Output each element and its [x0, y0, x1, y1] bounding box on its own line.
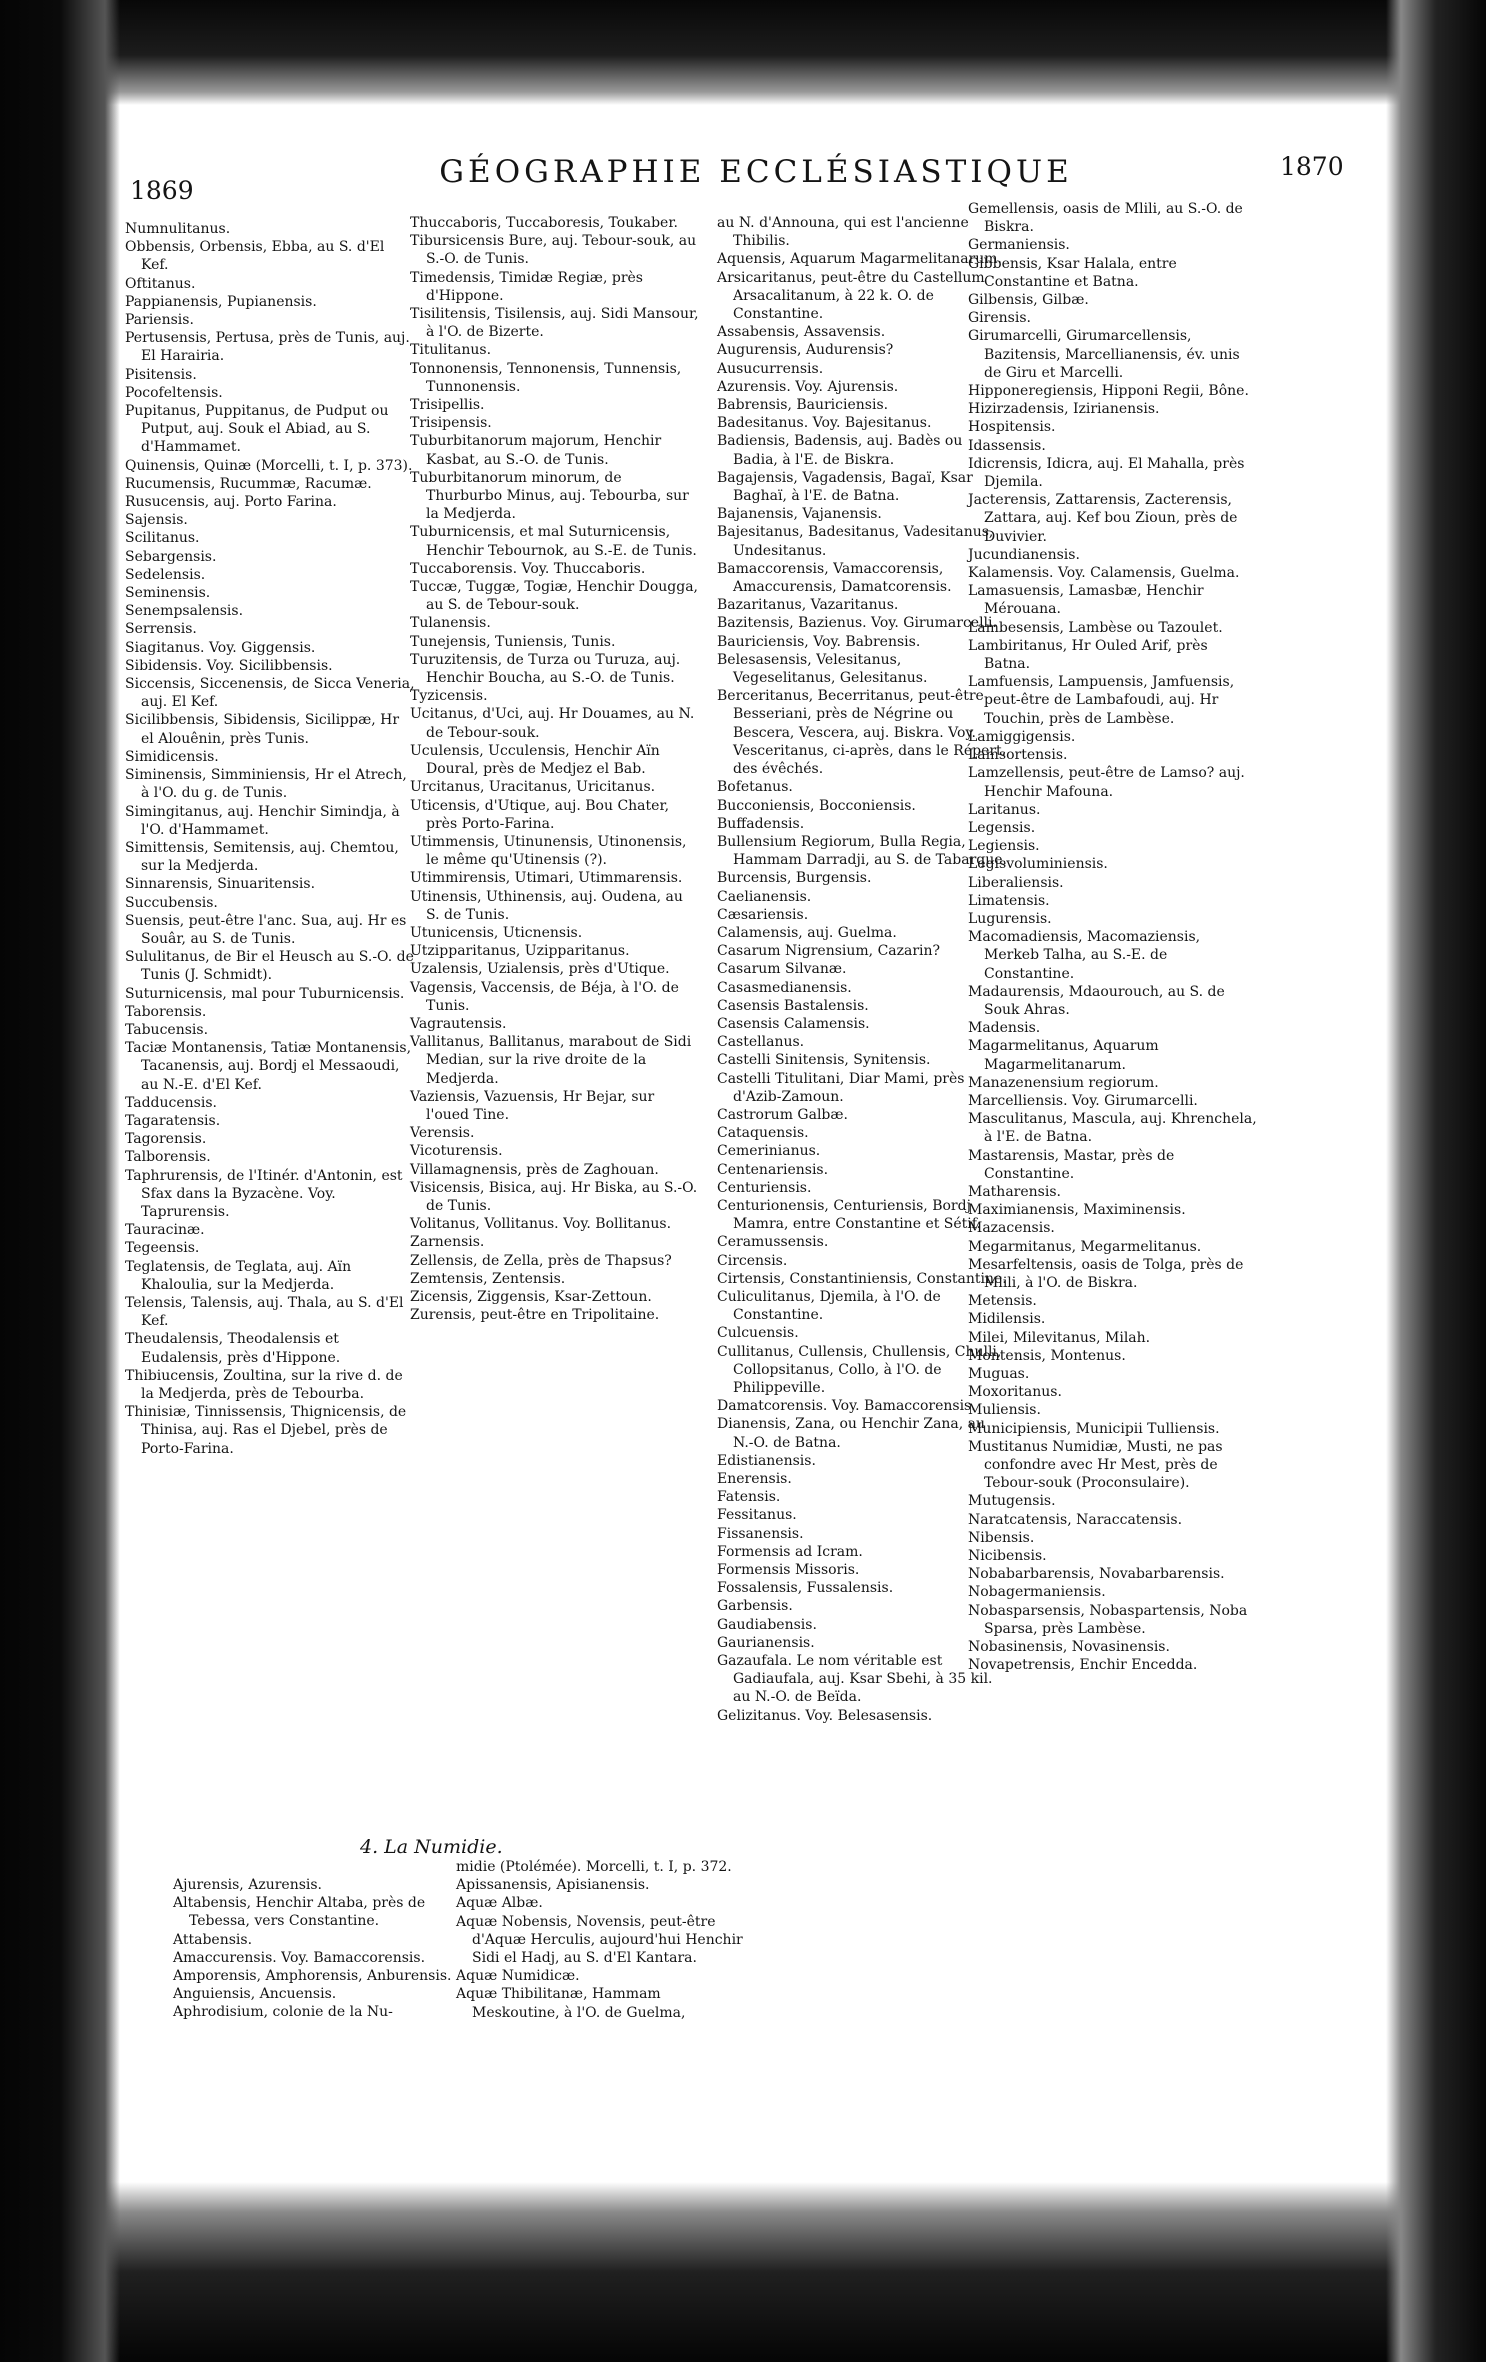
- entry: Aquæ Thibilitanæ, Hammam Meskoutine, à l'O. de Guelma,: [456, 1986, 686, 2021]
- entry: Jucundianensis.: [968, 546, 1080, 563]
- entry: Tabucensis.: [125, 1021, 209, 1038]
- entry: Calamensis, auj. Guelma.: [717, 924, 897, 941]
- column-2: [410, 214, 700, 1324]
- page-number-left: 1869: [130, 176, 194, 205]
- entry: Tuccæ, Tuggæ, Togiæ, Henchir Dougga, au S. de Tebour-souk.: [410, 579, 698, 614]
- entry: Utimmensis, Utinunensis, Utinonensis, le même qu'Utinensis (?).: [410, 833, 687, 869]
- scan-border-top: [0, 0, 1486, 105]
- entry: Edistianensis.: [717, 1452, 816, 1469]
- entry: Lugurensis.: [968, 910, 1052, 927]
- entry: Sicilibbensis, Sibidensis, Sicilippæ, Hr el Alouênin, près Tunis.: [125, 712, 400, 747]
- numidie-column-1: [173, 1876, 473, 2022]
- entry: Taborensis.: [125, 1003, 207, 1020]
- entry: Urcitanus, Uracitanus, Uricitanus.: [410, 779, 656, 796]
- entry: Utimmirensis, Utimari, Utimmarensis.: [410, 870, 683, 887]
- entry: Tuburbitanorum minorum, de Thurburbo Minus, auj. Tebourba, sur la Medjerda.: [410, 469, 689, 523]
- entry: Senempsalensis.: [125, 603, 244, 620]
- entry: Cullitanus, Cullensis, Chullensis, Chulli, Collopsitanus, Collo, à l'O. de Philippeville.: [717, 1343, 1002, 1396]
- entry: Aquæ Albæ.: [456, 1895, 543, 1912]
- entry: Tibursicensis Bure, auj. Tebour-souk, au S.-O. de Tunis.: [410, 233, 697, 268]
- entry: Thibiucensis, Zoultina, sur la rive d. de la Medjerda, près de Tebourba.: [125, 1367, 403, 1402]
- entry: Villamagnensis, près de Zaghouan.: [410, 1161, 659, 1178]
- entry: Aphrodisium, colonie de la Nu-: [173, 2004, 393, 2021]
- entry: Casasmedianensis.: [717, 979, 852, 996]
- entry: Sibidensis. Voy. Sicilibbensis.: [125, 657, 333, 674]
- entry: Tadducensis.: [125, 1094, 217, 1111]
- entry: Magarmelitanus, Aquarum Magarmelitanarum.: [968, 1038, 1159, 1073]
- entry: Centenariensis.: [717, 1161, 829, 1178]
- entry: Pertusensis, Pertusa, près de Tunis, auj. El Harairia.: [125, 330, 410, 365]
- entry: Buffadensis.: [717, 815, 805, 832]
- entry: Gazaufala. Le nom véritable est Gadiaufala, auj. Ksar Sbehi, à 35 kil. au N.-O. de Beïda.: [717, 1653, 993, 1706]
- entry: Fossalensis, Fussalensis.: [717, 1580, 894, 1597]
- entry: Bajesitanus, Badesitanus, Vadesitanus, Undesitanus.: [717, 524, 994, 559]
- entry: Municipiensis, Municipii Tulliensis.: [968, 1420, 1220, 1437]
- entry: Tisilitensis, Tisilensis, auj. Sidi Mansour, à l'O. de Bizerte.: [410, 306, 699, 341]
- entry: Vagensis, Vaccensis, de Béja, à l'O. de Tunis.: [410, 979, 679, 1014]
- entry: Mutugensis.: [968, 1493, 1056, 1510]
- entry: Novapetrensis, Enchir Encedda.: [968, 1657, 1198, 1674]
- entry: Siminensis, Simminiensis, Hr el Atrech, à l'O. du g. de Tunis.: [125, 767, 407, 802]
- entry: Moxoritanus.: [968, 1384, 1062, 1401]
- column-1: [125, 220, 415, 1458]
- entry: Garbensis.: [717, 1598, 793, 1615]
- entry: Trisipensis.: [410, 415, 492, 432]
- entry: Tauracinæ.: [125, 1222, 205, 1239]
- entry: Nobasparsensis, Nobaspartensis, Noba Sparsa, près Lambèse.: [968, 1602, 1248, 1637]
- entry: Aquæ Nobensis, Novensis, peut-être d'Aquæ Herculis, aujourd'hui Henchir Sidi el Hadj, au S. d'El Kantara.: [456, 1913, 743, 1967]
- entry: Numnulitanus.: [125, 221, 231, 237]
- entry: Liberaliensis.: [968, 874, 1064, 891]
- entry: Uzalensis, Uzialensis, près d'Utique.: [410, 961, 670, 978]
- entry: Megarmitanus, Megarmelitanus.: [968, 1238, 1202, 1255]
- entry: Augurensis, Audurensis?: [717, 342, 894, 359]
- entry: Montensis, Montenus.: [968, 1347, 1126, 1364]
- entry: Bazaritanus, Vazaritanus.: [717, 597, 899, 614]
- section-heading: 4. La Numidie.: [360, 1836, 503, 1858]
- entry: Masculitanus, Mascula, auj. Khrenchela, à l'E. de Batna.: [968, 1111, 1257, 1146]
- entry: Nobagermaniensis.: [968, 1584, 1106, 1601]
- entry: Castelli Sinitensis, Synitensis.: [717, 1052, 931, 1069]
- entry: Assabensis, Assavensis.: [717, 324, 886, 341]
- entry: Teglatensis, de Teglata, auj. Aïn Khaloulia, sur la Medjerda.: [125, 1258, 352, 1293]
- entry: Germaniensis.: [968, 237, 1070, 254]
- entry: Casarum Nigrensium, Cazarin?: [717, 943, 941, 960]
- entry: Gilbensis, Gilbæ.: [968, 292, 1089, 309]
- entry: Nobabarbarensis, Novabarbarensis.: [968, 1566, 1225, 1583]
- entry: Limatensis.: [968, 892, 1050, 909]
- entry: Volitanus, Vollitanus. Voy. Bollitanus.: [410, 1216, 672, 1233]
- entry: Uticensis, d'Utique, auj. Bou Chater, près Porto-Farina.: [410, 797, 670, 832]
- entry: Simittensis, Semitensis, auj. Chemtou, sur la Medjerda.: [125, 839, 399, 875]
- entry: Naratcatensis, Naraccatensis.: [968, 1511, 1183, 1528]
- entry: Macomadiensis, Macomaziensis, Merkeb Talha, au S.-E. de Constantine.: [968, 929, 1201, 982]
- entry: Tuburbitanorum majorum, Henchir Kasbat, au S.-O. de Tunis.: [410, 433, 662, 468]
- entry: Lamsortensis.: [968, 747, 1068, 764]
- entry: Sinnarensis, Sinuaritensis.: [125, 876, 316, 893]
- entry: Siccensis, Siccenensis, de Sicca Veneria, auj. El Kef.: [125, 676, 415, 711]
- entry: Castellanus.: [717, 1034, 805, 1051]
- entry: Legiensis.: [968, 838, 1040, 855]
- entry: Muguas.: [968, 1366, 1030, 1382]
- entry: Gaurianensis.: [717, 1634, 815, 1651]
- entry: Lamzellensis, peut-être de Lamso? auj. Henchir Mafouna.: [968, 765, 1245, 800]
- entry: Scilitanus.: [125, 530, 200, 547]
- entry: Taphrurensis, de l'Itinér. d'Antonin, est Sfax dans la Byzacène. Voy. Taprurensis.: [125, 1167, 403, 1220]
- entry: Castrorum Galbæ.: [717, 1106, 849, 1123]
- entry: Vallitanus, Ballitanus, marabout de Sidi Median, sur la rive droite de la Medjerda.: [410, 1034, 692, 1087]
- entry: Pupitanus, Puppitanus, de Pudput ou Putput, auj. Souk el Abiad, au S. d'Hammamet.: [125, 403, 389, 456]
- entry: Casensis Calamensis.: [717, 1015, 870, 1032]
- entry: Tonnonensis, Tennonensis, Tunnensis, Tunnonensis.: [410, 360, 682, 395]
- entry: Nobasinensis, Novasinensis.: [968, 1639, 1170, 1656]
- entry: Badiensis, Badensis, auj. Badès ou Badia, à l'E. de Biskra.: [717, 433, 963, 468]
- entry: Apissanensis, Apisianensis.: [456, 1877, 650, 1894]
- entry: Legisvoluminiensis.: [968, 856, 1108, 873]
- entry: Bullensium Regiorum, Bulla Regia, Hammam Darradji, au S. de Tabarque.: [717, 833, 1007, 869]
- entry: Centurionensis, Centuriensis, Bordj Mamra, entre Constantine et Sétif.: [717, 1197, 981, 1233]
- entry: Zurensis, peut-être en Tripolitaine.: [410, 1307, 660, 1324]
- entry: Quinensis, Quinæ (Morcelli, t. I, p. 373).: [125, 457, 413, 474]
- entry: Fessitanus.: [717, 1507, 797, 1524]
- entry: Legensis.: [968, 819, 1036, 836]
- entry: Midilensis.: [968, 1311, 1046, 1328]
- entry: Maximianensis, Maximinensis.: [968, 1202, 1186, 1219]
- entry: Uculensis, Ucculensis, Henchir Aïn Doural, près de Medjez el Bab.: [410, 742, 660, 778]
- entry: Gemellensis, oasis de Mlili, au S.-O. de Biskra.: [968, 201, 1243, 236]
- entry: Lamasuensis, Lamasbæ, Henchir Mérouana.: [968, 583, 1204, 618]
- entry: Trisipellis.: [410, 397, 485, 414]
- entry: Bofetanus.: [717, 779, 793, 796]
- entry: Culiculitanus, Djemila, à l'O. de Constantine.: [717, 1288, 941, 1324]
- entry: Berceritanus, Becerritanus, peut-être Besseriani, près de Négrine ou Bescera, Vescera, auj. Biskra. Voy. Vesceritanus, ci-après, dans le Répert. des évêchés.: [717, 688, 1007, 778]
- entry: Tyzicensis.: [410, 688, 488, 705]
- entry: Vaziensis, Vazuensis, Hr Bejar, sur l'oued Tine.: [410, 1088, 655, 1123]
- entry: Bagajensis, Vagadensis, Bagaï, Ksar Baghaï, à l'E. de Batna.: [717, 469, 973, 505]
- entry: Zellensis, de Zella, près de Thapsus?: [410, 1252, 672, 1269]
- entry: Obbensis, Orbensis, Ebba, au S. d'El Kef.: [125, 239, 385, 274]
- entry: Circensis.: [717, 1252, 788, 1269]
- entry: Lamiggigensis.: [968, 728, 1076, 745]
- entry: Marcelliensis. Voy. Girumarcelli.: [968, 1092, 1198, 1109]
- entry: Bajanensis, Vajanensis.: [717, 506, 882, 523]
- entry: Mustitanus Numidiæ, Musti, ne pas confondre avec Hr Mest, près de Tebour-souk (Proconsulaire).: [968, 1438, 1223, 1492]
- entry: Serrensis.: [125, 621, 197, 638]
- entry: Gelizitanus. Voy. Belesasensis.: [717, 1707, 933, 1724]
- entry: Babrensis, Bauriciensis.: [717, 397, 889, 414]
- entry: Simingitanus, auj. Henchir Simindja, à l'O. d'Hammamet.: [125, 803, 400, 838]
- entry: Cataquensis.: [717, 1125, 809, 1142]
- entry: Taciæ Montanensis, Tatiæ Montanensis, Tacanensis, auj. Bordj el Messaoudi, au N.-E. d'El Kef.: [125, 1040, 412, 1093]
- entry: Simidicensis.: [125, 748, 219, 765]
- entry: Rucumensis, Rucummæ, Racumæ.: [125, 475, 372, 492]
- column-4: [968, 200, 1258, 1674]
- entry: Tuburnicensis, et mal Suturnicensis, Henchir Tebournok, au S.-E. de Tunis.: [410, 524, 697, 559]
- entry: Centuriensis.: [717, 1179, 812, 1196]
- entry: Matharensis.: [968, 1183, 1061, 1200]
- entry: Bauriciensis, Voy. Babrensis.: [717, 633, 921, 650]
- entry: Tagorensis.: [125, 1131, 207, 1148]
- entry: Idassensis.: [968, 437, 1046, 454]
- entry: Sebargensis.: [125, 548, 217, 565]
- numidie-column-2: [456, 1858, 746, 2022]
- entry: Bucconiensis, Bocconiensis.: [717, 797, 916, 814]
- page-number-right: 1870: [1280, 152, 1344, 181]
- entry: Enerensis.: [717, 1471, 792, 1488]
- entry: Ucitanus, d'Uci, auj. Hr Douames, au N. de Tebour-souk.: [410, 706, 695, 741]
- entry: Tagaratensis.: [125, 1112, 221, 1129]
- entry: Nibensis.: [968, 1529, 1035, 1546]
- entry: Hizirzadensis, Izirianensis.: [968, 401, 1160, 418]
- entry: Telensis, Talensis, auj. Thala, au S. d'El Kef.: [125, 1294, 404, 1330]
- entry: Altabensis, Henchir Altaba, près de Tebessa, vers Constantine.: [173, 1895, 426, 1930]
- entry: Theudalensis, Theodalensis et Eudalensis, près d'Hippone.: [125, 1331, 341, 1366]
- entry: Casarum Silvanæ.: [717, 961, 847, 978]
- scan-border-left: [0, 0, 120, 2362]
- entry: Pariensis.: [125, 312, 194, 329]
- entry: Aquæ Numidicæ.: [456, 1968, 580, 1985]
- entry: Timedensis, Timidæ Regiæ, près d'Hippone.: [410, 269, 643, 304]
- book-page: [120, 120, 1390, 2190]
- entry: Cæsariensis.: [717, 906, 809, 923]
- running-title: GÉOGRAPHIE ECCLÉSIASTIQUE: [439, 154, 1073, 190]
- entry: Tulanensis.: [410, 615, 491, 632]
- entry: Bamaccorensis, Vamaccorensis, Amaccurensis, Damatcorensis.: [717, 560, 952, 596]
- entry: Badesitanus. Voy. Bajesitanus.: [717, 415, 932, 432]
- entry: Suturnicensis, mal pour Tuburnicensis.: [125, 985, 405, 1002]
- entry: Azurensis. Voy. Ajurensis.: [717, 378, 899, 395]
- entry: Manazenensium regiorum.: [968, 1074, 1159, 1091]
- scan-border-bottom: [0, 2182, 1486, 2362]
- entry: Bazitensis, Bazienus. Voy. Girumarcelli.: [717, 615, 997, 632]
- entry: Pocofeltensis.: [125, 384, 223, 401]
- entry: Madaurensis, Mdaourouch, au S. de Souk Ahras.: [968, 983, 1225, 1018]
- entry: Utinensis, Uthinensis, auj. Oudena, au S. de Tunis.: [410, 888, 683, 923]
- entry: Lamfuensis, Lampuensis, Jamfuensis, peut-être de Lambafoudi, auj. Hr Touchin, près de Lambèse.: [968, 674, 1235, 727]
- entry: Thuccaboris, Tuccaboresis, Toukaber.: [410, 215, 678, 231]
- entry: Arsicaritanus, peut-être du Castellum Arsacalitanum, à 22 k. O. de Constantine.: [717, 269, 985, 323]
- entry: Pisitensis.: [125, 366, 197, 383]
- entry: Succubensis.: [125, 894, 218, 911]
- entry: Jacterensis, Zattarensis, Zacterensis, Zattara, auj. Kef bou Zioun, près de Duvivier.: [968, 492, 1238, 545]
- entry: Fissanensis.: [717, 1525, 804, 1542]
- entry: Titulitanus.: [410, 342, 492, 359]
- entry: Amaccurensis. Voy. Bamaccorensis.: [173, 1949, 426, 1966]
- entry: Talborensis.: [125, 1149, 211, 1166]
- entry: Oftitanus.: [125, 275, 196, 292]
- entry: Idicrensis, Idicra, auj. El Mahalla, près Djemila.: [968, 455, 1245, 491]
- entry: Anguiensis, Ancuensis.: [173, 1986, 337, 2003]
- entry: Mastarensis, Mastar, près de Constantine.: [968, 1147, 1175, 1182]
- entry: Gibbensis, Ksar Halala, entre Constantine et Batna.: [968, 255, 1177, 290]
- entry: Suensis, peut-être l'anc. Sua, auj. Hr es Souâr, au S. de Tunis.: [125, 912, 407, 947]
- entry: Lambiritanus, Hr Ouled Arif, près Batna.: [968, 637, 1208, 673]
- entry: Sedelensis.: [125, 566, 206, 583]
- entry: Vagrautensis.: [410, 1015, 507, 1032]
- entry: Gaudiabensis.: [717, 1616, 817, 1633]
- entry: Castelli Titulitani, Diar Mami, près d'Azib-Zamoun.: [717, 1070, 965, 1105]
- entry: Girumarcelli, Girumarcellensis, Bazitensis, Marcellianensis, év. unis de Giru et Marcelli.: [968, 328, 1240, 381]
- entry: Turuzitensis, de Turza ou Turuza, auj. Henchir Boucha, au S.-O. de Tunis.: [410, 651, 681, 687]
- entry: Damatcorensis. Voy. Bamaccorensis.: [717, 1398, 976, 1415]
- entry: Vicoturensis.: [410, 1143, 503, 1160]
- entry: Sajensis.: [125, 512, 188, 529]
- entry: Formensis Missoris.: [717, 1562, 860, 1579]
- column-3: [717, 214, 1007, 1725]
- entry: Utzipparitanus, Uzipparitanus.: [410, 943, 630, 960]
- entry: Aquensis, Aquarum Magarmelitanarum.: [717, 251, 1002, 268]
- entry: Seminensis.: [125, 585, 211, 602]
- entry: Cirtensis, Constantiniensis, Constantine.: [717, 1270, 1007, 1287]
- entry: Tegeensis.: [125, 1240, 200, 1257]
- entry: Formensis ad Icram.: [717, 1543, 863, 1560]
- entry: au N. d'Announa, qui est l'ancienne Thibilis.: [717, 215, 969, 250]
- entry: Caelianensis.: [717, 888, 812, 905]
- entry: Zicensis, Ziggensis, Ksar-Zettoun.: [410, 1288, 652, 1305]
- entry: Thinisiæ, Tinnissensis, Thignicensis, de Thinisa, auj. Ras el Djebel, près de Porto-Farina.: [125, 1404, 407, 1457]
- entry: Girensis.: [968, 310, 1031, 327]
- entry: Zarnensis.: [410, 1234, 485, 1251]
- entry: Madensis.: [968, 1020, 1041, 1037]
- entry: Laritanus.: [968, 801, 1041, 818]
- entry: Metensis.: [968, 1293, 1037, 1310]
- entry: Nicibensis.: [968, 1548, 1047, 1565]
- entry: Mazacensis.: [968, 1220, 1055, 1237]
- entry: Kalamensis. Voy. Calamensis, Guelma.: [968, 565, 1240, 582]
- entry: Belesasensis, Velesitanus, Vegeselitanus, Gelesitanus.: [717, 651, 928, 687]
- entry: Cemerinianus.: [717, 1143, 821, 1160]
- entry: Muliensis.: [968, 1402, 1041, 1419]
- entry: Mesarfeltensis, oasis de Tolga, près de Mlili, à l'O. de Biskra.: [968, 1256, 1244, 1291]
- entry: Culcuensis.: [717, 1325, 799, 1342]
- entry: Sululitanus, de Bir el Heusch au S.-O. de Tunis (J. Schmidt).: [125, 949, 414, 984]
- entry: Lambesensis, Lambèse ou Tazoulet.: [968, 619, 1223, 636]
- entry: Casensis Bastalensis.: [717, 997, 869, 1014]
- entry: Hipponeregiensis, Hipponi Regii, Bône.: [968, 383, 1249, 400]
- entry: Siagitanus. Voy. Giggensis.: [125, 639, 316, 656]
- entry: Ceramussensis.: [717, 1234, 829, 1251]
- entry: Dianensis, Zana, ou Henchir Zana, au N.-O. de Batna.: [717, 1416, 986, 1451]
- entry: Ajurensis, Azurensis.: [173, 1877, 323, 1893]
- entry: Amporensis, Amphorensis, Anburensis.: [173, 1968, 452, 1985]
- entry: Utunicensis, Uticnensis.: [410, 924, 583, 941]
- entry: Ausucurrensis.: [717, 360, 824, 377]
- entry: Hospitensis.: [968, 419, 1056, 436]
- scan-border-right: [1386, 0, 1486, 2362]
- entry: Zemtensis, Zentensis.: [410, 1270, 566, 1287]
- entry: Milei, Milevitanus, Milah.: [968, 1329, 1151, 1346]
- entry: Rusucensis, auj. Porto Farina.: [125, 494, 337, 511]
- entry: Visicensis, Bisica, auj. Hr Biska, au S.-O. de Tunis.: [410, 1179, 698, 1214]
- entry: Verensis.: [410, 1125, 475, 1142]
- entry: Attabensis.: [173, 1931, 253, 1948]
- entry: midie (Ptolémée). Morcelli, t. I, p. 372.: [456, 1859, 732, 1875]
- entry: Pappianensis, Pupianensis.: [125, 293, 317, 310]
- entry: Tuccaborensis. Voy. Thuccaboris.: [410, 560, 646, 577]
- entry: Tunejensis, Tuniensis, Tunis.: [410, 633, 616, 650]
- entry: Burcensis, Burgensis.: [717, 870, 872, 887]
- entry: Fatensis.: [717, 1489, 781, 1506]
